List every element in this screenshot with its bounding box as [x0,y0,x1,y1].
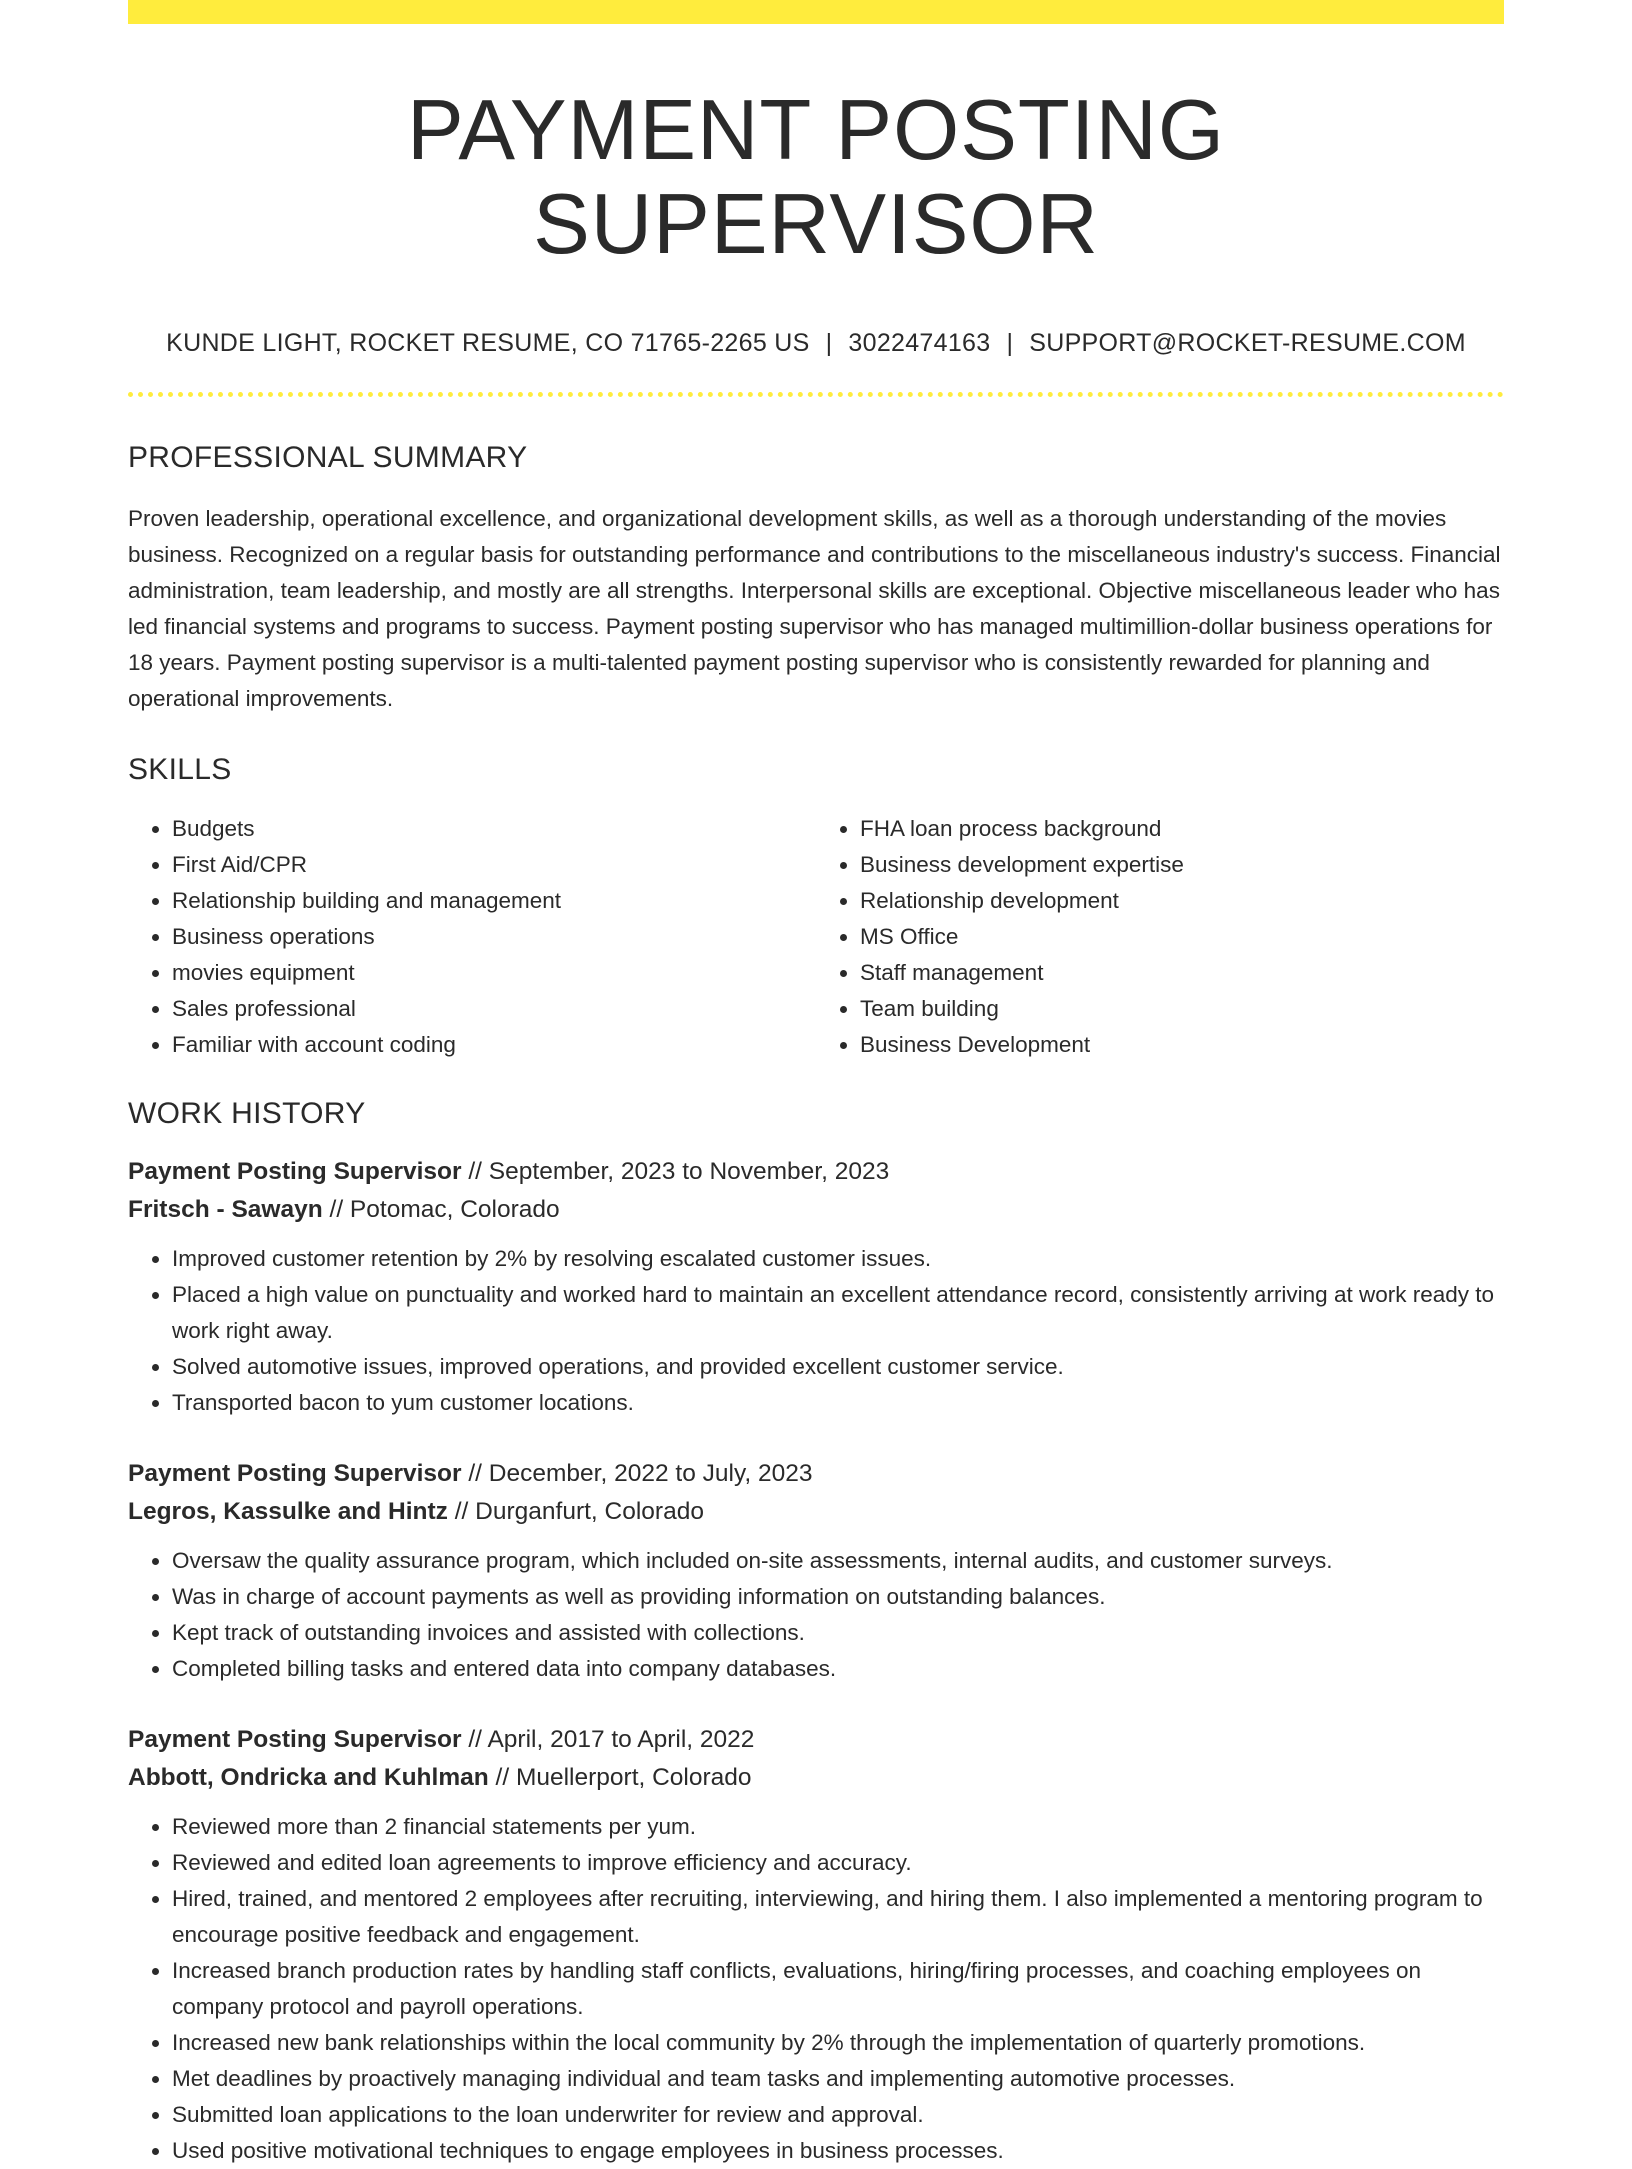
skill-item: • Team building [860,991,1504,1027]
skills-list-left [128,811,816,1063]
job-company: Abbott, Ondricka and Kuhlman [128,1764,489,1791]
skills-list-right [816,811,1504,1063]
job-bullet: • Transported bacon to yum customer locations. [172,1385,1504,1421]
contact-email: SUPPORT@ROCKET-RESUME.COM [1029,329,1466,357]
contact-address: KUNDE LIGHT, ROCKET RESUME, CO 71765-2265 US [166,329,810,357]
job-entry [128,1153,1504,1421]
skill-item: • Business operations [172,919,816,955]
job-company-line [128,1493,1504,1531]
skill-item: • Familiar with account coding [172,1027,816,1063]
contact-separator: | [1006,329,1014,357]
job-company-line [128,1191,1504,1229]
job-company: Fritsch - Sawayn [128,1196,323,1223]
contact-phone: 3022474163 [848,329,991,357]
job-bullet: • Increased new bank relationships within the local community by 2% through the implementation of quarterly promotions. [172,2025,1504,2061]
job-bullet-list [128,1809,1504,2169]
job-bullet: • Hired, trained, and mentored 2 employees after recruiting, interviewing, and hiring them. I also implemented a mentoring program to encourage positive feedback and engagement. [172,1881,1504,1953]
resume-page [128,0,1504,2169]
job-dates: // December, 2022 to July, 2023 [468,1460,813,1487]
job-dates: // September, 2023 to November, 2023 [468,1158,890,1185]
job-entry [128,1721,1504,2169]
job-bullet: • Kept track of outstanding invoices and assisted with collections. [172,1615,1504,1651]
job-company: Legros, Kassulke and Hintz [128,1498,448,1525]
job-company-line [128,1759,1504,1797]
dotted-divider [128,392,1504,397]
work-history-heading: WORK HISTORY [128,1097,366,1130]
job-location: // Potomac, Colorado [329,1196,560,1223]
summary-text: Proven leadership, operational excellence, and organizational development skills, as well as a thorough understanding of the movies business. Recognized on a regular basis for outstanding performance and contributions to the miscellaneous industry's success. Financial administration, team leadership, and mostly are all strengths. Interpersonal skills are exceptional. Objective miscellaneous leader who has led financial systems and programs to success. Payment posting supervisor who has managed multimillion-dollar business operations for 18 years. Payment posting supervisor is a multi-talented payment posting supervisor who is consistently rewarded for planning and operational improvements. [128,506,1501,711]
job-location: // Muellerport, Colorado [495,1764,752,1791]
job-title-line [128,1721,1504,1759]
skill-item: • Staff management [860,955,1504,991]
job-entry [128,1455,1504,1687]
job-bullet: • Reviewed more than 2 financial statements per yum. [172,1809,1504,1845]
contact-separator: | [825,329,833,357]
job-title-line [128,1455,1504,1493]
resume-title: PAYMENT POSTING SUPERVISOR [407,83,1225,272]
skills-grid [128,811,1504,1063]
job-title: Payment Posting Supervisor [128,1158,462,1185]
job-title-line [128,1153,1504,1191]
skill-item: • movies equipment [172,955,816,991]
skills-heading: SKILLS [128,753,232,786]
job-bullet: • Solved automotive issues, improved operations, and provided excellent customer service. [172,1349,1504,1385]
skill-item: • Budgets [172,811,816,847]
summary-heading: PROFESSIONAL SUMMARY [128,441,528,474]
skill-item: • Business development expertise [860,847,1504,883]
job-bullet: • Increased branch production rates by handling staff conflicts, evaluations, hiring/firing processes, and coaching employees on company protocol and payroll operations. [172,1953,1504,2025]
job-bullet: • Placed a high value on punctuality and worked hard to maintain an excellent attendance record, consistently arriving at work ready to work right away. [172,1277,1504,1349]
skill-item: • Sales professional [172,991,816,1027]
skill-item: • MS Office [860,919,1504,955]
skill-item: • Relationship building and management [172,883,816,919]
job-location: // Durganfurt, Colorado [454,1498,704,1525]
job-title: Payment Posting Supervisor [128,1726,462,1753]
skill-item: • Business Development [860,1027,1504,1063]
job-bullet: • Was in charge of account payments as well as providing information on outstanding balances. [172,1579,1504,1615]
skill-item: • Relationship development [860,883,1504,919]
skill-item: • First Aid/CPR [172,847,816,883]
job-bullet: • Oversaw the quality assurance program, which included on-site assessments, internal audits, and customer surveys. [172,1543,1504,1579]
job-bullet-list [128,1241,1504,1421]
job-bullet-list [128,1543,1504,1687]
job-bullet: • Reviewed and edited loan agreements to improve efficiency and accuracy. [172,1845,1504,1881]
contact-line [128,329,1504,358]
accent-top-bar [128,0,1504,24]
job-bullet: • Completed billing tasks and entered data into company databases. [172,1651,1504,1687]
job-title: Payment Posting Supervisor [128,1460,462,1487]
skill-item: • FHA loan process background [860,811,1504,847]
job-bullet: • Submitted loan applications to the loan underwriter for review and approval. [172,2097,1504,2133]
job-bullet: • Improved customer retention by 2% by resolving escalated customer issues. [172,1241,1504,1277]
job-bullet: • Used positive motivational techniques to engage employees in business processes. [172,2133,1504,2169]
job-dates: // April, 2017 to April, 2022 [468,1726,755,1753]
job-bullet: • Met deadlines by proactively managing individual and team tasks and implementing automotive processes. [172,2061,1504,2097]
